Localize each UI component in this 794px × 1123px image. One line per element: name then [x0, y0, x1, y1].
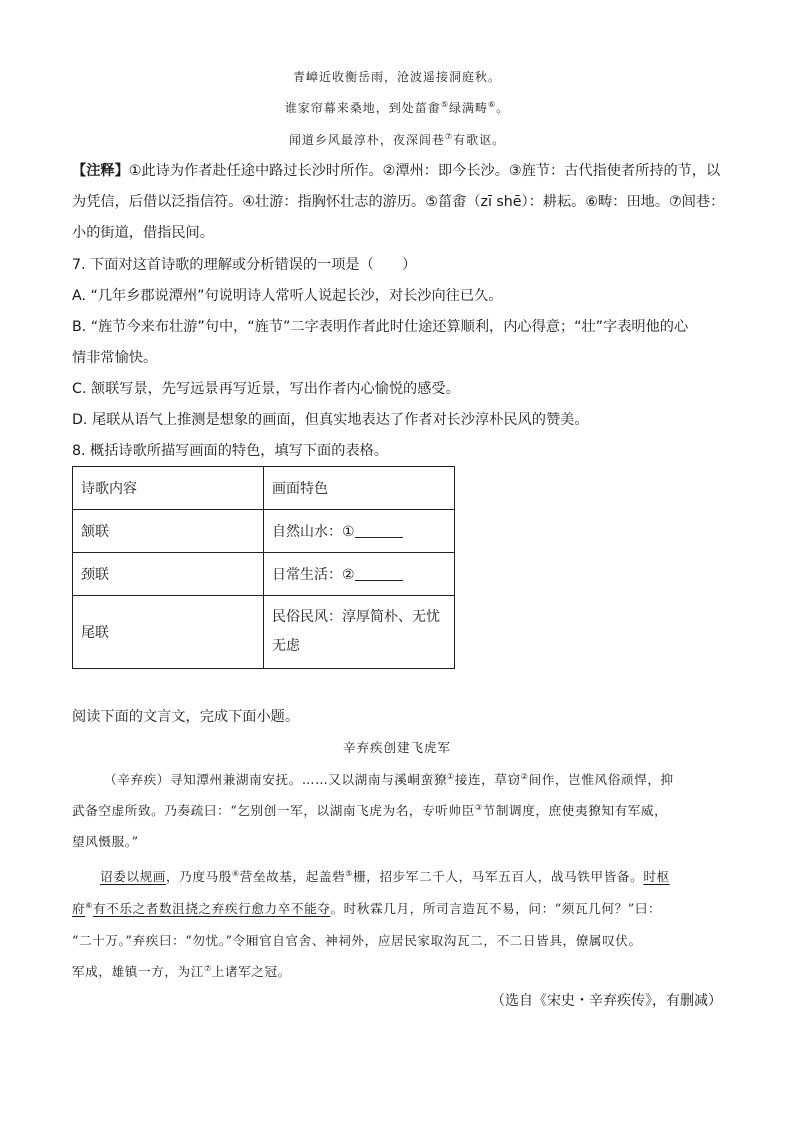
prose-line: 望风慑服。”	[72, 834, 139, 849]
table-cell-feature	[264, 510, 455, 553]
prose-line: “二十万。”弃疾曰：“勿忧。”令厢官自官舍、神祠外，应居民家取沟瓦二，不二日皆具，僚属叹伏。	[72, 933, 642, 948]
table-header-cell: 诗歌内容	[73, 467, 264, 510]
poem-line-2	[0, 99, 794, 116]
question-7-option-d: D. 尾联从语气上推测是想象的画面，但真实地表达了作者对长沙淳朴民风的赞美。	[72, 412, 589, 428]
table-cell-feature	[264, 596, 455, 669]
table-cell-content: 尾联	[73, 596, 264, 669]
prose-line: （辛弃疾）寻知潭州兼湖南安抚。……又以湖南与溪峒蛮獠①接连，草窃②间作，岂惟风俗顽悍，抑	[104, 771, 674, 787]
reading-title: 辛弃疾创建飞虎军	[342, 740, 451, 755]
poem-text: 谁家帘幕来桑地，到处菑畬	[284, 101, 441, 115]
table-cell-feature	[264, 553, 455, 596]
table-row	[73, 510, 455, 553]
feature-table	[72, 466, 455, 669]
notes-text: 小的街道，借指民间。	[72, 225, 214, 241]
notes-label: 【注释】	[72, 163, 129, 179]
footnote-marker: ⑦	[444, 132, 454, 141]
feature-text: 无虑	[272, 638, 300, 654]
feature-text: 民俗民风：淳厚简朴、无忧	[272, 609, 440, 625]
underlined-sentence: 府	[72, 901, 86, 916]
footnote-marker: ⑤	[440, 100, 449, 109]
poem-line-1	[0, 68, 794, 85]
underlined-sentence: 有不乐之者数沮挠之弃疾行愈力卒不能夺	[92, 901, 331, 916]
footnote-marker: ⑥	[488, 100, 497, 109]
poem-text: 有歌讴。	[453, 133, 506, 147]
question-7-option-a: A. “几年乡郡说潭州”句说明诗人常听人说起长沙，对长沙向往已久。	[72, 288, 503, 304]
notes-line-3	[72, 223, 732, 243]
question-7-option-b-cont: 情非常愉快。	[72, 350, 158, 366]
notes-text: ①此诗为作者赴任途中路过长沙时所作。②潭州：即今长沙。③旌节：古代指使者所持的节，以	[128, 163, 721, 179]
reading-intro: 阅读下面的文言文，完成下面小题。	[72, 709, 300, 725]
poem-text: 闻道乡风最淳朴，夜深闾巷	[288, 133, 445, 147]
poem-text: 青嶂近收衡岳雨，沧波遥接洞庭秋。	[292, 70, 501, 84]
feature-text: 自然山水：①	[272, 524, 355, 540]
table-cell-content: 颈联	[73, 553, 264, 596]
prose-line: 武备空虚所致。乃奏疏曰：“乞别创一军，以湖南飞虎为名，专听帅臣③节制调度，庶使夷獠知有军威，	[72, 802, 668, 818]
question-8-stem: 8. 概括诗歌所描写画面的特色，填写下面的表格。	[72, 443, 388, 459]
feature-text: 日常生活：②	[272, 567, 355, 583]
table-row	[73, 596, 455, 669]
table-header-cell: 画面特色	[264, 467, 455, 510]
notes-line-1	[72, 161, 732, 181]
notes-line-2	[72, 192, 732, 212]
question-7-stem: 7. 下面对这首诗歌的理解或分析错误的一项是（ ）	[72, 257, 417, 273]
answer-blank[interactable]	[355, 566, 403, 581]
notes-text: 为凭信，后借以泛指信符。④壮游：指胸怀壮志的游历。⑤菑畬（zī shē）：耕耘。⑥畴：田地。⑦闾巷：	[72, 194, 725, 210]
table-row	[73, 553, 455, 596]
underlined-sentence: 时枢	[643, 869, 670, 884]
question-7-option-c: C. 颔联写景，先写远景再写近景，写出作者内心愉悦的感受。	[72, 381, 460, 397]
table-header-row	[73, 467, 455, 510]
poem-line-3	[0, 131, 794, 148]
answer-blank[interactable]	[355, 523, 403, 538]
prose-line: 诏委以规画，乃度马殷④营垒故基，起盖砦⑤栅，招步军二千人，马军五百人，战马铁甲皆备。时枢	[100, 868, 670, 884]
table-cell-content: 颔联	[73, 510, 264, 553]
source-citation: （选自《宋史・辛弃疾传》，有删减）	[491, 993, 722, 1009]
poem-text: 。	[496, 101, 510, 115]
prose-line: 府⑥有不乐之者数沮挠之弃疾行愈力卒不能夺。时秋霖几月，所司言造瓦不易，问：“须瓦几何？”曰：	[72, 900, 662, 916]
prose-line: 军成，雄镇一方，为江⑦上诸军之冠。	[72, 963, 291, 979]
poem-text: 绿满畴	[448, 101, 488, 115]
question-7-option-b: B. “旌节今来布壮游”句中，“旌节”二字表明作者此时仕途还算顺利，内心得意；“壮”字表明他的心	[72, 319, 689, 335]
underlined-sentence: 诏委以规画	[100, 869, 166, 884]
